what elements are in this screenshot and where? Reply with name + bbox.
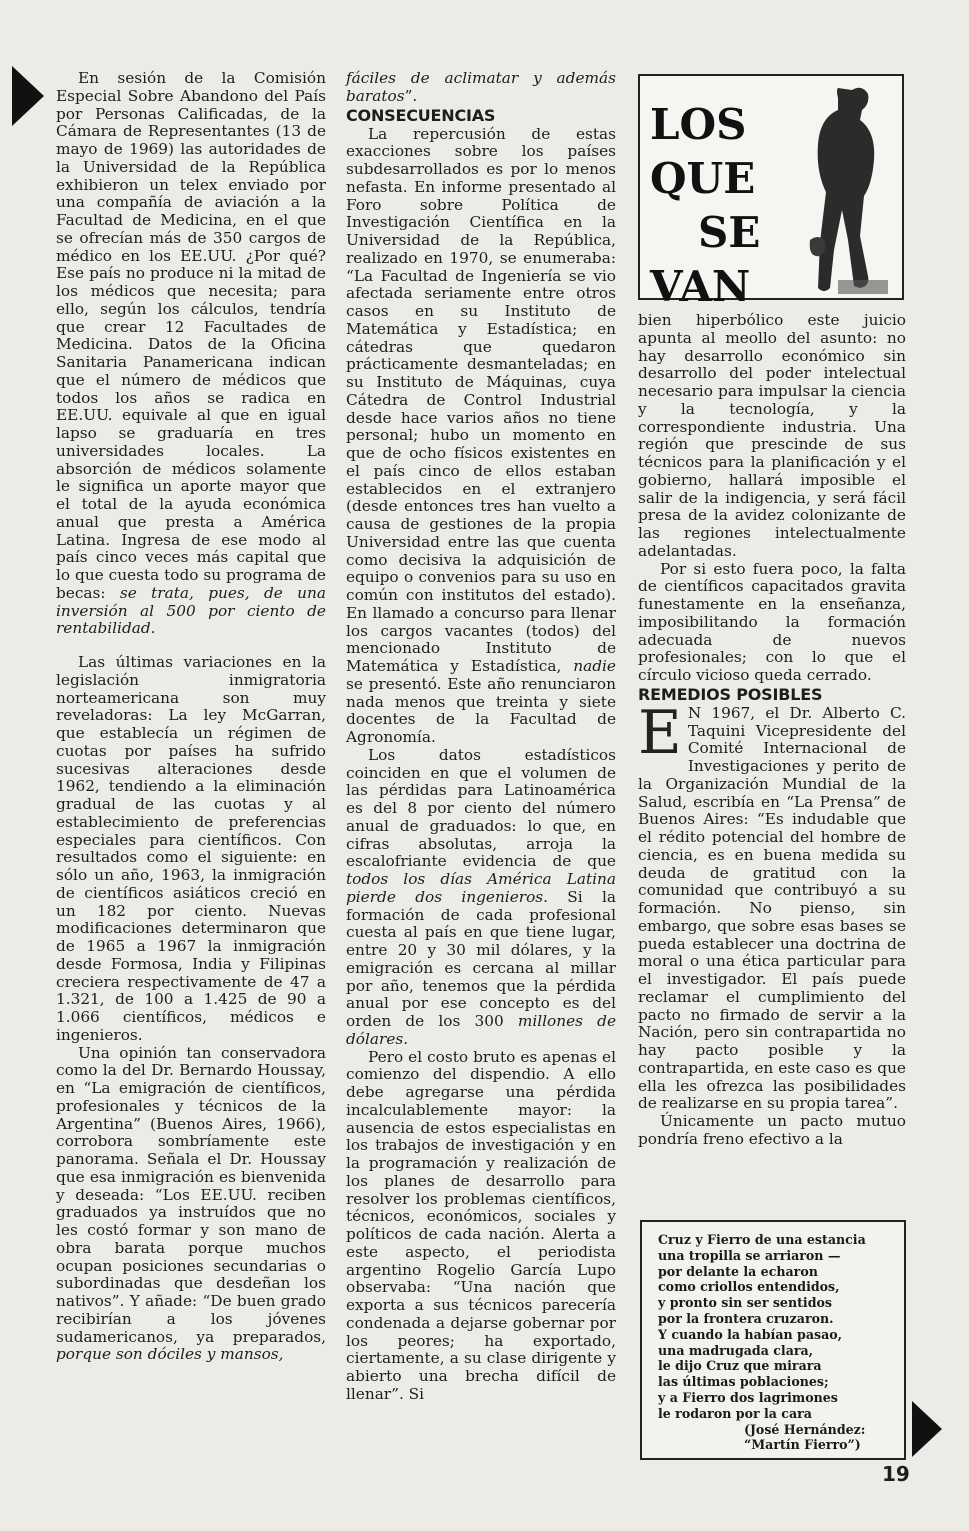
paragraph-statistics [346, 747, 616, 1049]
page-number: 19 [882, 1462, 910, 1486]
title-line-2: QUE [650, 154, 756, 203]
paragraph-houssay-opinion [56, 1045, 326, 1365]
poem-line: una tropilla se arriaron — [658, 1247, 841, 1263]
title-line-4: VAN [650, 262, 751, 311]
text-run: En sesión de la Comisión Especial Sobre Abandono del País por Personas Calificadas, de la Cámara de Representantes (13 de mayo de 1969) las autoridades de la Universidad de la República exhibieron un telex enviado por una compañía de aviación a la Facultad de Medicina, en el que se ofrecían más de 350 cargos de médico en los EE.UU. ¿Por qué? Ese país no produce ni la mitad de los médicos que necesita; para ello, según los cálculos, tendría que crear 12 Facultades de Medicina. Datos de la Oficina Sanitaria Panamericana indican que el número de médicos que todos los años se radica en EE.UU. equivale al que en igual lapso se graduaría en tres universidades locales. La absorción de médicos solamente le significa un aporte mayor que el total de la ayuda económica anual que presta a América Latina. Ingresa de ese modo al país cinco veces más capital que lo que cuesta todo su programa de becas: [56, 69, 326, 602]
poem-quote [658, 1232, 898, 1453]
text-run: Una opinión tan conservadora como la del Dr. Bernardo Houssay, en “La emigración de científicos, profesionales y técnicos de la Argentina” (Buenos Aires, 1966), corrobora sombríamente este panorama. Señala el Dr. Houssay que esa inmigración es bienvenida y deseada: “Los EE.UU. reciben graduados ya instruídos que no les costó formar y son mano de obra barata porque muchos ocupan posiciones secundarias o subordinadas que desdeñan los nativos”. Y añade: “De buen grado recibirían a los jóvenes sudamericanos, ya preparados, [56, 1043, 326, 1346]
poem-line: como criollos entendidos, [658, 1279, 840, 1295]
walking-figure-illustration [790, 80, 900, 298]
poem-line: le dijo Cruz que mirara [658, 1358, 822, 1374]
text-run: Los datos estadísticos coinciden en que el volumen de las pérdidas para Latinoamérica es del 8 por ciento del número anual de graduados: lo que, en cifras absolutas, arroja la escalofriante evidencia de que [346, 745, 616, 871]
poem-line: por la frontera cruzaron. [658, 1310, 834, 1326]
text-run: Si la formación de cada profesional cuesta al país en que tiene lugar, entre 20 y 30 mil dólares, y la emigración es cercana al millar por año, tenemos que la pérdida anual por ese concepto es del orden de los 300 [346, 887, 617, 1030]
drop-cap: E [638, 697, 682, 768]
poem-attribution-author: (José Hernández: [744, 1421, 866, 1437]
italic-run: se trata, pues, de una inversión al 500 por ciento de rentabilidad. [56, 583, 326, 638]
paragraph-continuation [346, 70, 616, 106]
paragraph-immigration-law: Las últimas variaciones en la legislación inmigratoria norteamericana son muy reveladoras: La ley McGarran, que establecía un régimen de cuotas por países ha sufrido sucesivas alteraciones desde 1962, tendiendo a la eliminación gradual de las cuotas y al establecimiento de preferencias especiales para científicos. Con resultados como el siguiente: en sólo un año, 1963, la inmigración de científicos asiáticos creció en un 182 por ciento. Nuevas modificaciones determinaron que de 1965 a 1967 la inmigración desde Formosa, India y Filipinas creciera respectivamente de 47 a 1.321, de 100 a 1.425 de 90 a 1.066 científicos, médicos e ingenieros. [56, 653, 326, 1044]
poem-line: Cruz y Fierro de una estancia [658, 1232, 866, 1247]
section-heading-consecuencias: CONSECUENCIAS [346, 105, 496, 125]
poem-box [640, 1220, 906, 1460]
text-run: ”. [404, 86, 418, 105]
poem-line: y a Fierro dos lagrimones [658, 1389, 838, 1405]
section-heading-remedios: REMEDIOS POSIBLES [638, 684, 823, 704]
text-column-1 [56, 70, 326, 1364]
text-column-3 [638, 312, 906, 1149]
paragraph-lack-of-scientists: Por si esto fuera poco, la falta de científicos capacitados gravita funestamente en la enseñanza, imposibilitando la formación adecuada de nuevos profesionales; con lo que el círculo vicioso queda cerrado. [638, 559, 906, 684]
paragraph-taquini: E N 1967, el Dr. Alberto C. Taquini Vicepresidente del Comité Internacional de Investigaciones y perito de la Organización Mundial de la Salud, escribía en “La Prensa” de Buenos Aires: “Es indudable que el rédito potencial del hombre de ciencia, es en buena medida su deuda de gratitud con la comunidad que contribuyó a su formación. No pienso, sin embargo, que sobre esas bases se pueda establecer una doctrina de moral o una ética particular para el investigador. El país puede reclamar el cumplimiento del pacto no firmado de servir a la Nación, pero sin contrapartida no hay pacto posible y la contrapartida, en este caso es que ella les ofrezca las posibilidades de realizarse en su propia tarea”. [638, 697, 906, 1113]
article-title [650, 98, 760, 314]
text-column-2 [346, 70, 616, 1404]
poem-line: y pronto sin ser sentidos [658, 1295, 832, 1311]
italic-run: millones de dólares. [346, 1012, 616, 1048]
poem-line: las últimas poblaciones; [658, 1374, 829, 1390]
paragraph-hyperbolic-judgment: bien hiperbólico este juicio apunta al meollo del asunto: no hay desarrollo económico sin desarrollo del poder intelectual necesario para impulsar la ciencia y la tecnología, y la correspondiente industria. Una región que prescinde de sus técnicos para la planificación y el gobierno, hallará imposible el salir de la indigencia, y será fácil presa de la avidez colonizante de las regiones intelectualmente adelantadas. [638, 311, 906, 560]
italic-run: fáciles de aclimatar y además baratos [346, 69, 616, 105]
left-arrow-icon [12, 66, 44, 126]
poem-line: le rodaron por la cara [658, 1405, 812, 1421]
paragraph-congress-session [56, 70, 326, 638]
title-box [638, 74, 904, 311]
paragraph-gross-cost: Pero el costo bruto es apenas el comienzo del dispendio. A ello debe agregarse una pérdida incalculablemente mayor: la ausencia de estos especialistas en los trabajos de investigación y en la programación y realización de los planes de desarrollo para resolver los problemas científicos, técnicos, económicos, sociales y políticos de cada nación. Alerta a este aspecto, el periodista argentino Rogelio García Lupo observaba: “Una nación que exporta a sus técnicos parecería condenada a dejarse gobernar por los peores; ha exportado, ciertamente, a su clase dirigente y abierto una brecha difícil de llenar”. Si [346, 1047, 616, 1403]
right-arrow-icon [912, 1401, 942, 1457]
poem-attribution-work: “Martín Fierro”) [744, 1437, 861, 1453]
paragraph-repercussion: La repercusión de estas exacciones sobre los países subdesarrollados es por lo menos nefasta. En informe presentado al Foro sobre Política de Investigación Científica en la Universidad de la República, realizado en 1970, se enumeraba: “La Facultad de Ingeniería se vio afectada seriamente entre otros casos en su Instituto de Matemática y Estadística; en cátedras que quedaron prácticamente desmanteladas; en su Instituto de Máquinas, cuya Cátedra de Control Industrial desde hace varios años no tiene personal; hubo un momento en que de ocho físicos existentes en el país cinco de ellos estaban establecidos en el extranjero (desde entonces tres han vuelto a causa de gestiones de la propia Universidad entre las que cuenta como decisiva la adquisición de equipo o convenios para su uso en común con institutos del estado). En llamado a concurso para llenar los cargos vacantes (todos) del mencionado Instituto de Matemática y Estadística, nadie se presentó. Este año renunciaron nada menos que treinta y siete docentes de la Facultad de Agronomía. [346, 124, 616, 746]
poem-line: por delante la echaron [658, 1263, 818, 1279]
poem-line: una madrugada clara, [658, 1342, 814, 1358]
title-line-1: LOS [650, 100, 747, 149]
italic-run: todos los días América Latina pierde dos ingenieros. [346, 870, 616, 906]
poem-line: Y cuando la habían pasao, [658, 1326, 843, 1342]
italic-run: porque son dóciles y mansos, [56, 1345, 284, 1364]
paragraph-mutual-pact: Únicamente un pacto mutuo pondría freno efectivo a la [638, 1112, 906, 1148]
title-line-3: SE [698, 208, 761, 257]
